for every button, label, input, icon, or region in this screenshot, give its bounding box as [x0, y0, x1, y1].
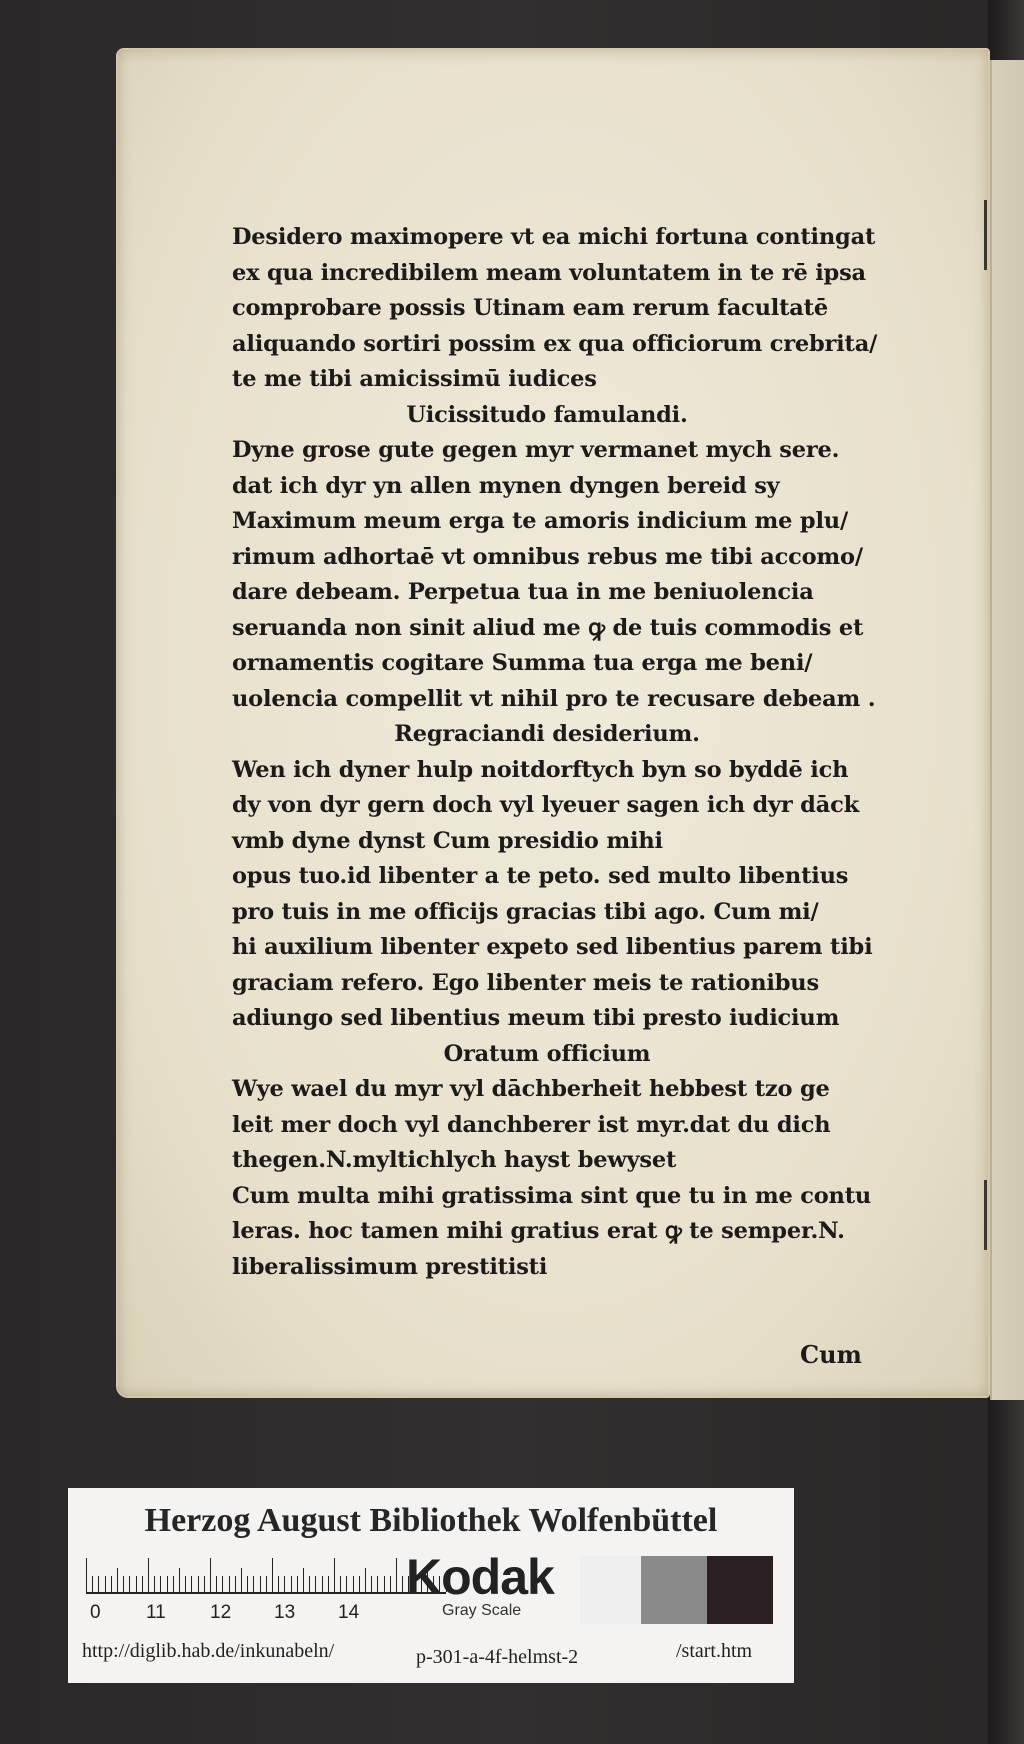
- ruler-tick: [291, 1576, 292, 1592]
- ruler-tick: [266, 1576, 267, 1592]
- ruler-tick: [210, 1558, 211, 1592]
- text-line: pro tuis in me officijs gracias tibi ago. Cum mi/: [232, 898, 819, 925]
- ruler-number: 14: [338, 1602, 360, 1623]
- ruler-tick: [328, 1576, 329, 1592]
- ruler-tick: [222, 1576, 223, 1592]
- text-line: Wye wael du myr vyl dāchberheit hebbest tzo ge: [232, 1076, 830, 1102]
- ruler-tick: [136, 1576, 137, 1592]
- ruler-tick: [235, 1576, 236, 1592]
- ruler-number: 12: [210, 1602, 232, 1623]
- text-line: Wen ich dyner hulp noitdorftych byn so byddē ich: [232, 756, 849, 783]
- ruler-number: 13: [274, 1602, 296, 1623]
- ruler-tick: [260, 1576, 261, 1592]
- text-line: ornamentis cogitare Summa tua erga me beni/: [232, 650, 813, 676]
- section-heading: Uicissitudo famulandi.: [406, 401, 688, 428]
- gray-swatch-light: [580, 1556, 650, 1624]
- ruler-tick: [216, 1576, 217, 1592]
- ruler-tick: [384, 1576, 385, 1592]
- text-line: aliquando sortiri possim ex qua officiorum crebrita/: [232, 330, 878, 357]
- ruler-tick: [322, 1576, 323, 1592]
- ruler-tick: [353, 1576, 354, 1592]
- ruler-tick: [98, 1576, 99, 1592]
- ruler-tick: [129, 1576, 130, 1592]
- text-line: ex qua incredibilem meam voluntatem in te rē ipsa: [232, 259, 866, 286]
- text-line: Maximum meum erga te amoris indicium me plu/: [232, 508, 848, 534]
- ruler-tick: [191, 1576, 192, 1592]
- kodak-logo: Kodak: [406, 1549, 554, 1605]
- text-line: thegen.N.myltichlych hayst bewyset: [232, 1147, 677, 1173]
- ruler-tick: [179, 1568, 180, 1592]
- text-line: uolencia compellit vt nihil pro te recusare debeam .: [232, 685, 876, 712]
- ruler-tick: [365, 1568, 366, 1592]
- ruler-tick: [359, 1576, 360, 1592]
- ruler-tick: [111, 1576, 112, 1592]
- ruler-tick: [315, 1576, 316, 1592]
- ruler-tick: [396, 1558, 397, 1592]
- gray-swatch-dark: [707, 1556, 773, 1624]
- section-heading: Oratum officium: [443, 1040, 651, 1067]
- ruler-number: 0: [90, 1602, 101, 1623]
- text-line: liberalissimum prestitisti: [232, 1253, 548, 1280]
- ruler-tick: [148, 1558, 149, 1592]
- text-line: te me tibi amicissimū iudices: [232, 366, 597, 392]
- page-text: [232, 220, 922, 1285]
- ruler-tick: [371, 1576, 372, 1592]
- ruler-tick: [303, 1568, 304, 1592]
- ruler-tick: [92, 1576, 93, 1592]
- ruler-tick: [86, 1558, 87, 1592]
- ruler-tick: [334, 1558, 335, 1592]
- ruler-tick: [309, 1576, 310, 1592]
- text-line: vmb dyne dynst Cum presidio mihi: [232, 827, 663, 854]
- ruler-tick: [105, 1576, 106, 1592]
- text-line: leit mer doch vyl danchberer ist myr.dat du dich: [232, 1111, 831, 1138]
- source-url: http://diglib.hab.de/inkunabeln/: [82, 1640, 335, 1662]
- text-line: rimum adhortaē vt omnibus rebus me tibi accomo/: [232, 543, 863, 570]
- text-line: opus tuo.id libenter a te peto. sed multo libentius: [232, 863, 849, 889]
- ruler-tick: [346, 1576, 347, 1592]
- margin-mark: [984, 200, 987, 270]
- ruler-tick: [229, 1576, 230, 1592]
- text-line: dat ich dyr yn allen mynen dyngen bereid sy: [232, 472, 780, 499]
- margin-mark: [984, 1180, 987, 1250]
- ruler-tick: [272, 1558, 273, 1592]
- text-line: Desidero maximopere vt ea michi fortuna contingat: [232, 224, 876, 250]
- ruler-tick: [173, 1576, 174, 1592]
- color-reference-card: [68, 1488, 794, 1683]
- ruler-tick: [402, 1576, 403, 1592]
- text-line: Cum multa mihi gratissima sint que tu in me contu: [232, 1182, 872, 1209]
- catchword: Cum: [800, 1340, 862, 1369]
- text-line: dare debeam. Perpetua tua in me beniuolencia: [232, 579, 814, 605]
- ruler-number: 11: [146, 1602, 166, 1623]
- ruler-tick: [278, 1576, 279, 1592]
- section-heading: Regraciandi desiderium.: [394, 721, 700, 747]
- text-line: adiungo sed libentius meum tibi presto iudicium: [232, 1005, 840, 1031]
- grayscale-label: Gray Scale: [442, 1602, 522, 1619]
- ruler-tick: [154, 1576, 155, 1592]
- gray-swatch-mid: [641, 1556, 707, 1624]
- ruler-tick: [198, 1576, 199, 1592]
- ruler-tick: [123, 1576, 124, 1592]
- text-line: seruanda non sinit aliud me ꝙ de tuis commodis et: [232, 614, 864, 641]
- ruler-tick: [340, 1576, 341, 1592]
- ruler-tick: [390, 1576, 391, 1592]
- text-line: graciam refero. Ego libenter meis te rationibus: [232, 969, 819, 996]
- ruler-tick: [284, 1576, 285, 1592]
- ruler-tick: [204, 1576, 205, 1592]
- text-line: hi auxilium libenter expeto sed libentius parem tibi: [232, 934, 873, 960]
- text-line: Dyne grose gute gegen myr vermanet mych sere.: [232, 437, 840, 463]
- text-line: leras. hoc tamen mihi gratius erat ꝙ te semper.N.: [232, 1218, 845, 1244]
- ruler-tick: [297, 1576, 298, 1592]
- ruler-tick: [167, 1576, 168, 1592]
- start-url: /start.htm: [676, 1640, 753, 1662]
- ruler-tick: [185, 1576, 186, 1592]
- ruler-tick: [160, 1576, 161, 1592]
- ruler-tick: [142, 1576, 143, 1592]
- ruler-tick: [253, 1576, 254, 1592]
- scale-ruler: [86, 1556, 446, 1594]
- ruler-tick: [247, 1576, 248, 1592]
- text-line: dy von dyr gern doch vyl lyeuer sagen ich dyr dāck: [232, 792, 859, 818]
- text-line: comprobare possis Utinam eam rerum facultatē: [232, 295, 828, 321]
- library-name: Herzog August Bibliothek Wolfenbüttel: [144, 1502, 718, 1539]
- shelfmark: p-301-a-4f-helmst-2: [416, 1646, 579, 1668]
- ruler-tick: [117, 1568, 118, 1592]
- ruler-tick: [377, 1576, 378, 1592]
- ruler-tick: [241, 1568, 242, 1592]
- facing-page-edge: [990, 60, 1024, 1400]
